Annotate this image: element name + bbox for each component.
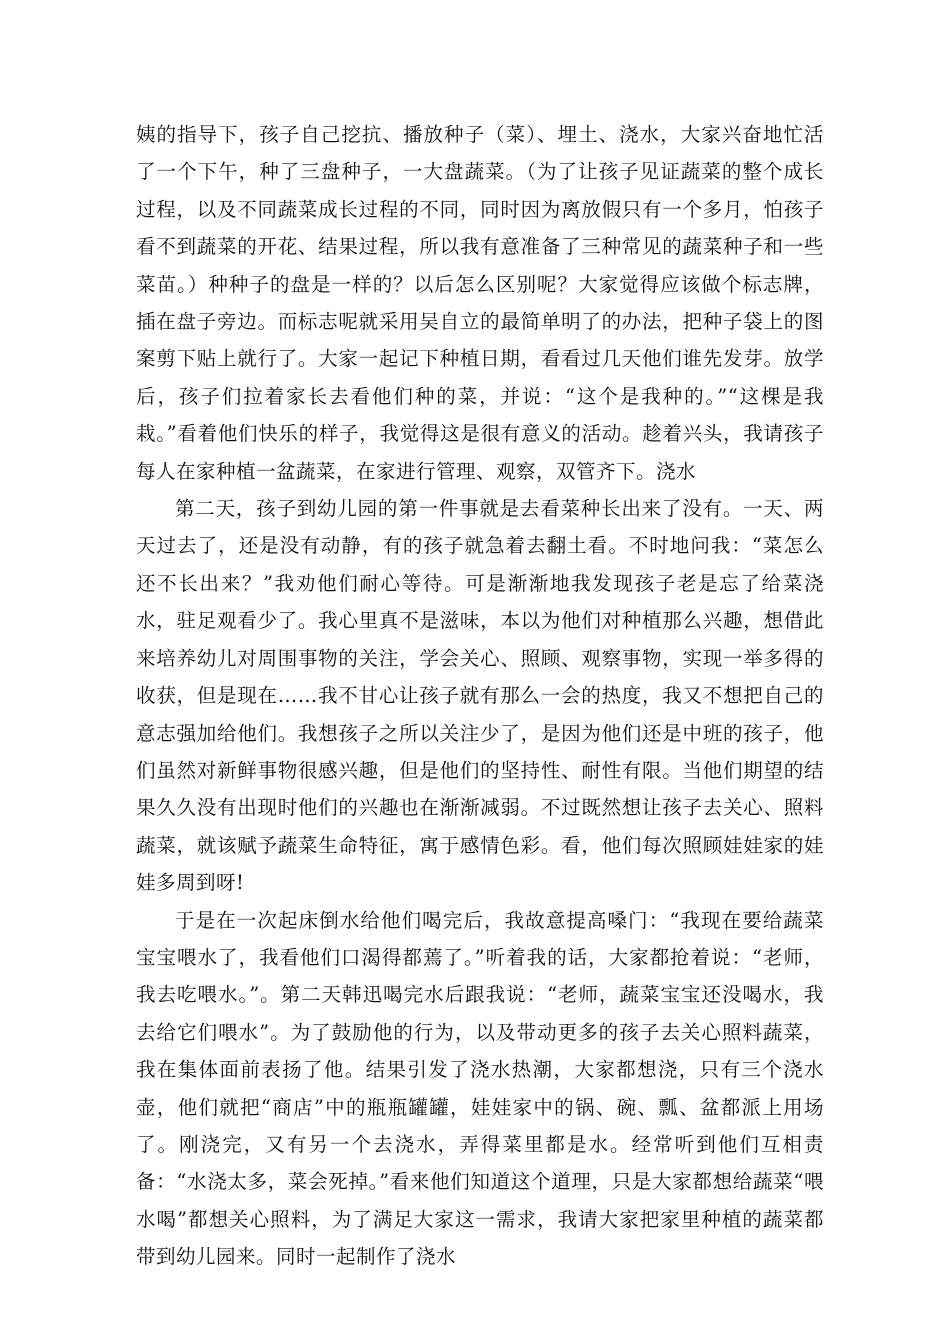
body-paragraph-2: 第二天，孩子到幼儿园的第一件事就是去看菜种长出来了没有。一天、两天过去了，还是没有动静，有的孩子就急着去翻土看。不时地问我：“菜怎么还不长出来？”我劝他们耐心等待。可是渐渐地我发现孩子老是忘了给菜浇水，驻足观看少了。我心里真不是滋味，本以为他们对种植那么兴趣，想借此来培养幼儿对周围事物的关注，学会关心、照顾、观察事物，实现一举多得的收获，但是现在……我不甘心让孩子就有那么一会的热度，我又不想把自己的意志强加给他们。我想孩子之所以关注少了，是因为他们还是中班的孩子，他们虽然对新鲜事物很感兴趣，但是他们的坚持性、耐性有限。当他们期望的结果久久没有出现时他们的兴趣也在渐渐减弱。不过既然想让孩子去关心、照料蔬菜，就该赋予蔬菜生命特征，寓于感情色彩。看，他们每次照顾娃娃家的娃娃多周到呀! — [136, 497, 824, 895]
body-paragraph-3: 于是在一次起床倒水给他们喝完后，我故意提高嗓门：“我现在要给蔬菜宝宝喂水了，我看他们口渴得都蔫了。”听着我的话，大家都抢着说：“老师，我去吃喂水。”。第二天韩迅喝完水后跟我说：“老师，蔬菜宝宝还没喝水，我去给它们喂水”。为了鼓励他的行为，以及带动更多的孩子去关心照料蔬菜，我在集体面前表扬了他。结果引发了浇水热潮，大家都想浇，只有三个浇水壶，他们就把“商店”中的瓶瓶罐罐，娃娃家中的锅、碗、瓢、盆都派上用场了。刚浇完，又有另一个去浇水，弄得菜里都是水。经常听到他们互相责备：“水浇太多，菜会死掉。”看来他们知道这个道理，只是大家都想给蔬菜“喂水喝”都想关心照料，为了满足大家这一需求，我请大家把家里种植的蔬菜都带到幼儿园来。同时一起制作了浇水 — [136, 908, 824, 1269]
body-paragraph-1: 姨的指导下，孩子自己挖抗、播放种子（菜）、埋土、浇水，大家兴奋地忙活了一个下午，种了三盘种子，一大盘蔬菜。（为了让孩子见证蔬菜的整个成长过程，以及不同蔬菜成长过程的不同，同时因为离放假只有一个多月，怕孩子看不到蔬菜的开花、结果过程，所以我有意准备了三种常见的蔬菜种子和一些菜苗。）种种子的盘是一样的？以后怎么区别呢？大家觉得应该做个标志牌，插在盘子旁边。而标志呢就采用吴自立的最简单明了的办法，把种子袋上的图案剪下贴上就行了。大家一起记下种植日期，看看过几天他们谁先发芽。放学后，孩子们拉着家长去看他们种的菜，并说：“这个是我种的。”“这棵是我栽。”看着他们快乐的样子，我觉得这是很有意义的活动。趁着兴头，我请孩子每人在家种植一盆蔬菜，在家进行管理、观察，双管齐下。浇水 — [136, 123, 824, 483]
